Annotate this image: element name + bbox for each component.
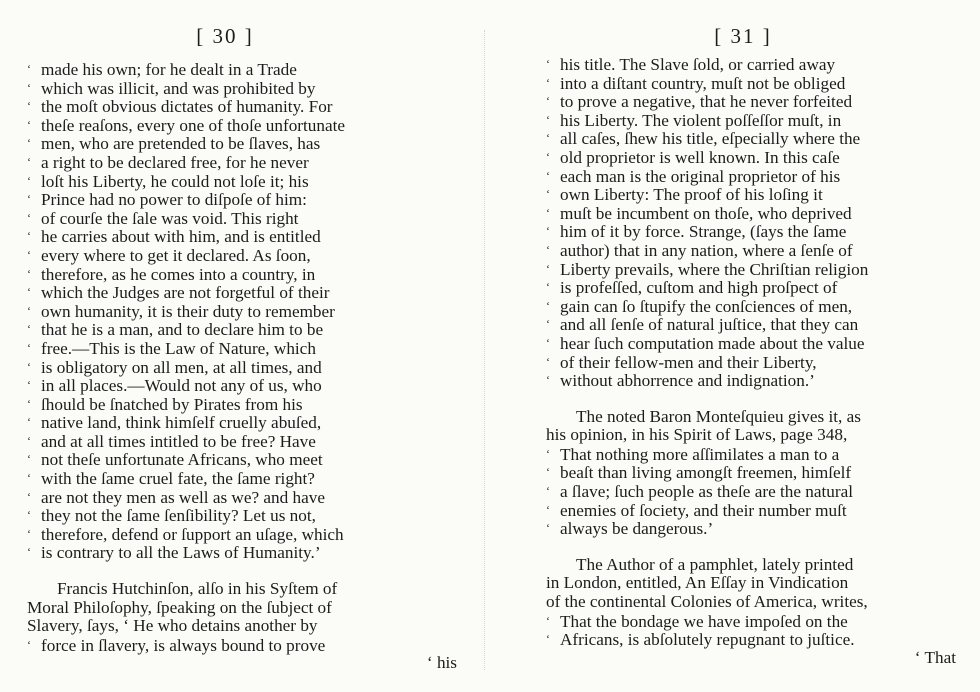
text-line bbox=[546, 426, 956, 445]
quotation-mark: ‘ bbox=[546, 75, 550, 90]
text-line bbox=[546, 445, 956, 464]
line-text: author) that in any nation, where a ſenſe of bbox=[560, 240, 853, 260]
line-text: the moſt obvious dictates of humanity. For bbox=[41, 97, 333, 117]
text-line bbox=[27, 97, 457, 116]
text-line bbox=[546, 371, 956, 390]
quotation-mark: ‘ bbox=[546, 94, 550, 109]
quotation-mark: ‘ bbox=[27, 192, 31, 207]
line-text: which the Judges are not forgetful of their bbox=[41, 283, 330, 303]
quotation-mark: ‘ bbox=[546, 335, 550, 350]
quotation-mark: ‘ bbox=[27, 154, 31, 169]
line-text: which was illicit, and was prohibited by bbox=[41, 78, 316, 98]
line-text: of their fellow-men and their Liberty, bbox=[560, 352, 817, 372]
line-text: Moral Philoſophy, ſpeaking on the ſubject of bbox=[27, 597, 332, 617]
text-line bbox=[546, 574, 956, 593]
line-text: muſt be incumbent on thoſe, who deprived bbox=[560, 203, 852, 223]
line-text: Liberty prevails, where the Chriſtian religion bbox=[560, 259, 869, 279]
quotation-mark: ‘ bbox=[27, 229, 31, 244]
text-line bbox=[27, 358, 457, 377]
line-text: that he is a man, and to declare him to be bbox=[41, 320, 324, 340]
line-text: is contrary to all the Laws of Humanity.’ bbox=[41, 543, 321, 563]
quotation-mark: ‘ bbox=[546, 112, 550, 127]
text-line bbox=[27, 116, 457, 135]
line-text: Africans, is abſolutely repugnant to juſtice. bbox=[560, 630, 855, 650]
quotation-mark: ‘ bbox=[546, 521, 550, 536]
text-line bbox=[546, 204, 956, 223]
text-line bbox=[27, 302, 457, 321]
line-text: a right to be declared free, for he never bbox=[41, 152, 309, 172]
text-line bbox=[546, 630, 956, 649]
quotation-mark: ‘ bbox=[27, 247, 31, 262]
text-line bbox=[546, 408, 956, 427]
text-line bbox=[546, 92, 956, 111]
text-line bbox=[546, 315, 956, 334]
line-text: beaſt than living amongſt freemen, himſelf bbox=[560, 463, 852, 483]
quotation-mark: ‘ bbox=[27, 378, 31, 393]
quotation-mark: ‘ bbox=[27, 508, 31, 523]
text-line bbox=[546, 297, 956, 316]
line-text: is profeſſed, cuſtom and high proſpect of bbox=[560, 278, 838, 298]
line-text: therefore, as he comes into a country, in bbox=[41, 264, 316, 284]
quotation-mark: ‘ bbox=[27, 173, 31, 188]
text-line bbox=[27, 525, 457, 544]
quotation-mark: ‘ bbox=[27, 359, 31, 374]
quotation-mark: ‘ bbox=[546, 465, 550, 480]
line-text: into a diſtant country, muſt not be obliged bbox=[560, 73, 846, 93]
line-text: his Liberty. The violent poſſeſſor muſt, in bbox=[560, 110, 842, 130]
text-line bbox=[27, 79, 457, 98]
text-line bbox=[546, 111, 956, 130]
quotation-mark: ‘ bbox=[546, 317, 550, 332]
text-line bbox=[27, 134, 457, 153]
quotation-mark: ‘ bbox=[27, 99, 31, 114]
line-text: he carries about with him, and is entitled bbox=[41, 227, 321, 247]
line-text: him of it by force. Strange, (ſays the ſame bbox=[560, 222, 847, 242]
text-line bbox=[27, 209, 457, 228]
text-line bbox=[546, 519, 956, 538]
quotation-mark: ‘ bbox=[27, 433, 31, 448]
quotation-mark: ‘ bbox=[27, 285, 31, 300]
text-line bbox=[27, 450, 457, 469]
line-text: Francis Hutchinſon, alſo in his Syſtem of bbox=[57, 579, 338, 599]
left-page-text bbox=[27, 60, 457, 673]
text-line bbox=[546, 148, 956, 167]
line-text: The Author of a pamphlet, lately printed bbox=[576, 554, 854, 574]
text-line bbox=[546, 222, 956, 241]
quotation-mark: ‘ bbox=[546, 446, 550, 461]
text-line bbox=[546, 649, 956, 668]
text-line bbox=[27, 636, 457, 655]
text-line bbox=[546, 74, 956, 93]
quotation-mark: ‘ bbox=[27, 136, 31, 151]
line-text: to prove a negative, that he never forfeited bbox=[560, 92, 853, 112]
text-line bbox=[546, 612, 956, 631]
line-text: each man is the original proprietor of his bbox=[560, 166, 841, 186]
text-line bbox=[27, 320, 457, 339]
line-text: in London, entitled, An Eſſay in Vindication bbox=[546, 573, 849, 593]
line-text: and at all times intitled to be free? Have bbox=[41, 431, 316, 451]
text-line bbox=[27, 265, 457, 284]
text-line bbox=[27, 413, 457, 432]
quotation-mark: ‘ bbox=[27, 637, 31, 652]
quotation-mark: ‘ bbox=[27, 396, 31, 411]
quotation-mark: ‘ bbox=[546, 261, 550, 276]
text-line bbox=[546, 260, 956, 279]
line-text: gain can ſo ſtupify the conſciences of men, bbox=[560, 296, 853, 316]
paragraph-break bbox=[546, 538, 956, 556]
text-line bbox=[27, 60, 457, 79]
line-text: of courſe the ſale was void. This right bbox=[41, 208, 299, 228]
text-line bbox=[27, 654, 457, 673]
quotation-mark: ‘ bbox=[546, 131, 550, 146]
text-line bbox=[27, 469, 457, 488]
line-text: all caſes, ſhew his title, eſpecially where the bbox=[560, 129, 861, 149]
line-text: own humanity, it is their duty to remember bbox=[41, 301, 335, 321]
line-text: theſe reaſons, every one of thoſe unfortunate bbox=[41, 115, 346, 135]
quotation-mark: ‘ bbox=[546, 298, 550, 313]
quotation-mark: ‘ bbox=[27, 322, 31, 337]
line-text: a ſlave; ſuch people as theſe are the natural bbox=[560, 482, 854, 502]
quotation-mark: ‘ bbox=[546, 242, 550, 257]
line-text: free.—This is the Law of Nature, which bbox=[41, 338, 316, 358]
quotation-mark: ‘ bbox=[546, 280, 550, 295]
text-line bbox=[27, 190, 457, 209]
line-text: and all ſenſe of natural juſtice, that they can bbox=[560, 315, 859, 335]
text-line bbox=[546, 482, 956, 501]
text-line bbox=[27, 227, 457, 246]
line-text: not theſe unfortunate Africans, who meet bbox=[41, 450, 323, 470]
quotation-mark: ‘ bbox=[27, 117, 31, 132]
line-text: therefore, defend or ſupport an uſage, which bbox=[41, 524, 344, 544]
line-text: ſhould be ſnatched by Pirates from his bbox=[41, 394, 303, 414]
text-line bbox=[27, 506, 457, 525]
quotation-mark: ‘ bbox=[546, 354, 550, 369]
line-text: Prince had no power to diſpoſe of him: bbox=[41, 190, 307, 210]
text-line bbox=[546, 55, 956, 74]
line-text: made his own; for he dealt in a Trade bbox=[41, 60, 297, 79]
right-page-text bbox=[546, 55, 956, 667]
right-page bbox=[490, 0, 980, 692]
line-text: of the continental Colonies of America, writes, bbox=[546, 592, 868, 612]
text-line bbox=[27, 395, 457, 414]
text-line bbox=[27, 432, 457, 451]
line-text: force in ſlavery, is always bound to prove bbox=[41, 635, 326, 655]
text-line bbox=[546, 501, 956, 520]
quotation-mark: ‘ bbox=[27, 303, 31, 318]
text-line bbox=[27, 376, 457, 395]
text-line bbox=[27, 599, 457, 618]
text-line bbox=[546, 167, 956, 186]
quotation-mark: ‘ bbox=[27, 62, 31, 76]
text-line bbox=[546, 278, 956, 297]
line-text: That the bondage we have impoſed on the bbox=[560, 611, 848, 631]
line-text: with the ſame cruel fate, the ſame right? bbox=[41, 469, 315, 489]
line-text: own Liberty: The proof of his loſing it bbox=[560, 185, 823, 205]
line-text: loſt his Liberty, he could not loſe it; his bbox=[41, 171, 309, 191]
text-line bbox=[546, 556, 956, 575]
line-text: his opinion, in his Spirit of Laws, page 348, bbox=[546, 425, 848, 445]
line-text: native land, think himſelf cruelly abuſed, bbox=[41, 413, 322, 433]
line-text: every where to get it declared. As ſoon, bbox=[41, 245, 311, 265]
text-line bbox=[546, 334, 956, 353]
quotation-mark: ‘ bbox=[27, 452, 31, 467]
line-text: ‘ That bbox=[914, 647, 956, 667]
line-text: hear ſuch computation made about the value bbox=[560, 333, 865, 353]
quotation-mark: ‘ bbox=[546, 484, 550, 499]
line-text: always be dangerous.’ bbox=[560, 519, 714, 539]
page-number-right: [ 31 ] bbox=[714, 24, 772, 48]
line-text: in all places.—Would not any of us, who bbox=[41, 376, 322, 396]
text-line bbox=[27, 617, 457, 636]
line-text: is obligatory on all men, at all times, and bbox=[41, 357, 322, 377]
text-line bbox=[546, 185, 956, 204]
quotation-mark: ‘ bbox=[546, 224, 550, 239]
text-line bbox=[27, 580, 457, 599]
line-text: without abhorrence and indignation.’ bbox=[560, 371, 815, 391]
line-text: The noted Baron Monteſquieu gives it, as bbox=[576, 406, 861, 426]
quotation-mark: ‘ bbox=[27, 80, 31, 95]
text-line bbox=[27, 488, 457, 507]
line-text: That nothing more aſſimilates a man to a bbox=[560, 444, 840, 464]
quotation-mark: ‘ bbox=[546, 373, 550, 388]
paragraph-break bbox=[27, 562, 457, 580]
line-text: his title. The Slave ſold, or carried away bbox=[560, 55, 836, 74]
quotation-mark: ‘ bbox=[27, 210, 31, 225]
line-text: ‘ his bbox=[426, 653, 457, 673]
book-gutter bbox=[484, 30, 487, 670]
quotation-mark: ‘ bbox=[27, 415, 31, 430]
line-text: men, who are pretended to be ſlaves, has bbox=[41, 134, 321, 154]
quotation-mark: ‘ bbox=[546, 613, 550, 628]
line-text: are not they men as well as we? and have bbox=[41, 487, 325, 507]
text-line bbox=[27, 543, 457, 562]
text-line bbox=[546, 463, 956, 482]
quotation-mark: ‘ bbox=[27, 545, 31, 560]
quotation-mark: ‘ bbox=[546, 57, 550, 71]
line-text: they not the ſame ſenſibility? Let us not, bbox=[41, 506, 316, 526]
text-line bbox=[546, 129, 956, 148]
quotation-mark: ‘ bbox=[546, 632, 550, 647]
quotation-mark: ‘ bbox=[27, 489, 31, 504]
text-line bbox=[27, 339, 457, 358]
quotation-mark: ‘ bbox=[27, 471, 31, 486]
line-text: enemies of ſociety, and their number muſt bbox=[560, 500, 847, 520]
quotation-mark: ‘ bbox=[546, 187, 550, 202]
line-text: Slavery, ſays, ‘ He who detains another by bbox=[27, 616, 318, 636]
page-number-left: [ 30 ] bbox=[196, 24, 254, 48]
quotation-mark: ‘ bbox=[27, 340, 31, 355]
line-text: old proprietor is well known. In this caſe bbox=[560, 147, 840, 167]
text-line bbox=[546, 353, 956, 372]
quotation-mark: ‘ bbox=[546, 149, 550, 164]
quotation-mark: ‘ bbox=[546, 205, 550, 220]
text-line bbox=[27, 172, 457, 191]
quotation-mark: ‘ bbox=[546, 168, 550, 183]
text-line bbox=[546, 593, 956, 612]
text-line bbox=[27, 283, 457, 302]
text-line bbox=[27, 246, 457, 265]
paragraph-break bbox=[546, 390, 956, 408]
quotation-mark: ‘ bbox=[27, 526, 31, 541]
text-line bbox=[546, 241, 956, 260]
quotation-mark: ‘ bbox=[546, 502, 550, 517]
quotation-mark: ‘ bbox=[27, 266, 31, 281]
text-line bbox=[27, 153, 457, 172]
